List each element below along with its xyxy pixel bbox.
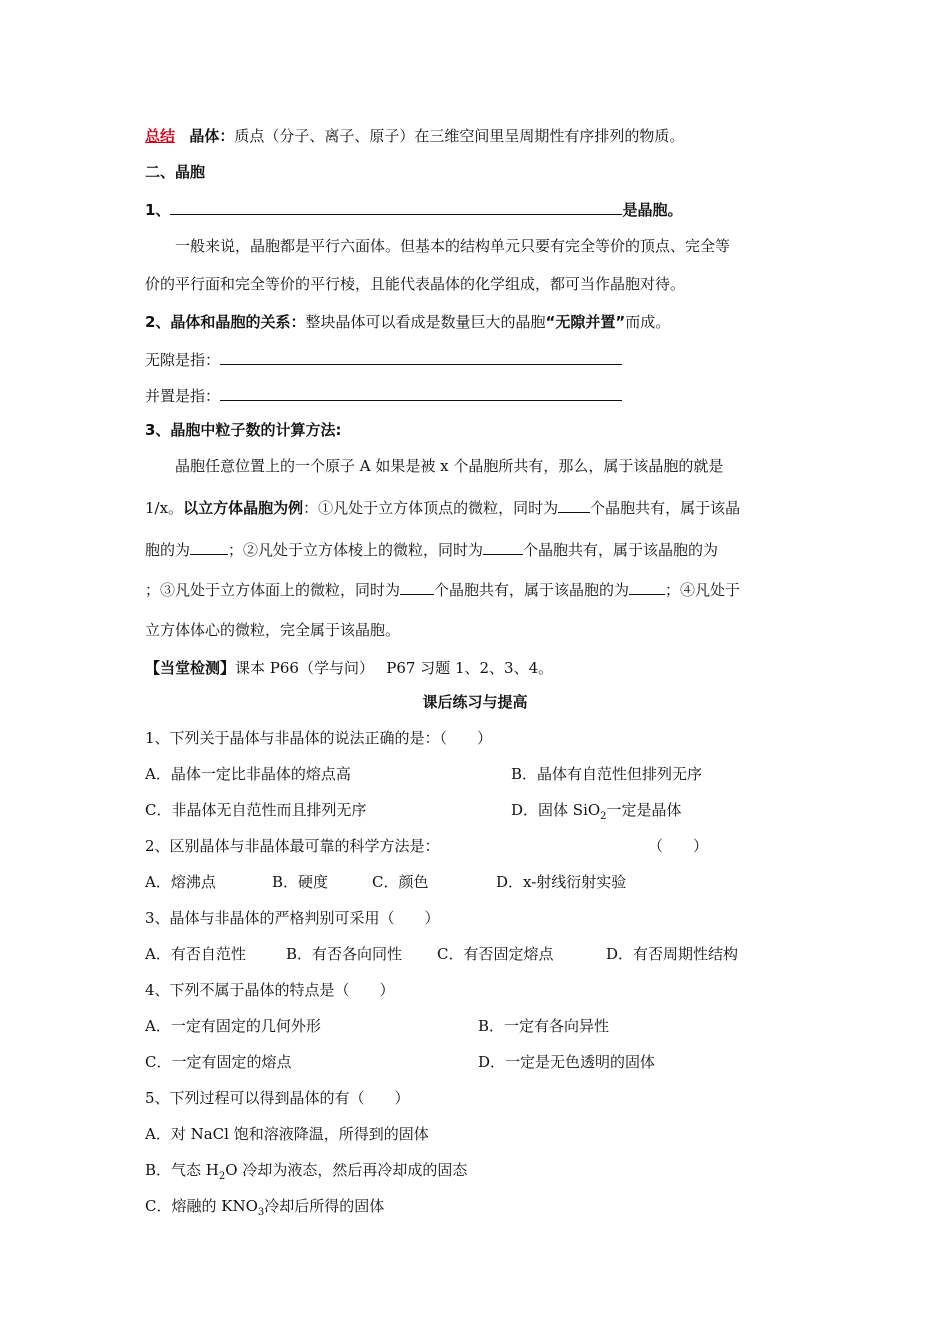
wuxi-line [145, 348, 622, 370]
calc-line-3-a: 胞的为 [145, 541, 191, 559]
check-text: 课本 P66（学与问） P67 习题 1、2、3、4。 [235, 659, 554, 677]
item1-tail: 是晶胞。 [622, 201, 683, 219]
calc-line-2-b: ：①凡处于立方体顶点的微粒，同时为 [303, 499, 559, 517]
blank-edge-count [483, 538, 523, 555]
calc-line-4-b: 个晶胞共有，属于该晶胞的为 [434, 581, 630, 599]
q3-option-b: B．有否各向同性 [286, 945, 403, 963]
calc-line-4 [145, 578, 740, 600]
para-line-1: 一般来说，晶胞都是平行六面体。但基本的结构单元只要有完全等价的顶点、完全等 [175, 237, 731, 255]
calc-line-1: 晶胞任意位置上的一个原子 A 如果是被 x 个晶胞所共有，那么，属于该晶胞的就是 [175, 457, 724, 475]
calc-line-5: 立方体体心的微粒，完全属于该晶胞。 [145, 621, 401, 639]
para-line-2: 价的平行面和完全等价的平行棱，且能代表晶体的化学组成，都可当作晶胞对待。 [145, 275, 686, 293]
q5-option-b-b: O 冷却为液态，然后再冷却成的固态 [225, 1161, 468, 1179]
calc-line-3-c: 个晶胞共有，属于该晶胞的为 [523, 541, 719, 559]
exercises-title: 课后练习与提高 [422, 693, 528, 711]
q5-option-c-a: C．熔融的 KNO [145, 1197, 258, 1215]
item1-blank [170, 198, 622, 215]
q2-stem: 2、区别晶体与非晶体最可靠的科学方法是： [145, 837, 440, 855]
item2-bold: “无隙并置” [545, 313, 626, 331]
q4-option-b: B．一定有各向异性 [478, 1017, 610, 1035]
calc-line-3 [145, 538, 718, 560]
q1-option-d-a: D．固体 SiO [511, 801, 601, 819]
check-label: 【当堂检测】 [145, 659, 236, 677]
q4-option-d: D．一定是无色透明的固体 [478, 1053, 656, 1071]
q1-option-a: A．晶体一定比非晶体的熔点高 [145, 765, 351, 783]
q5-option-b-a: B．气态 H [145, 1161, 219, 1179]
q1-option-b: B．晶体有自范性但排列无序 [511, 765, 703, 783]
bingzhi-label: 并置是指： [145, 387, 221, 405]
check-line [145, 658, 553, 678]
q4-option-c: C．一定有固定的熔点 [145, 1053, 292, 1071]
summary-term: 晶体： [189, 127, 235, 145]
calc-line-2-bold: 以立方体晶胞为例 [183, 499, 304, 517]
q5-option-c-b: 冷却后所得的固体 [264, 1197, 385, 1215]
q5-stem: 5、下列过程可以得到晶体的有（ ） [145, 1089, 410, 1107]
q1-option-d [511, 800, 682, 827]
calc-line-3-b: ；②凡处于立方体棱上的微粒，同时为 [228, 541, 484, 559]
q5-option-c [145, 1196, 384, 1223]
q3-stem: 3、晶体与非晶体的严格判别可采用（ ） [145, 909, 440, 927]
blank-vertex-count [558, 496, 590, 513]
q2-paren: （ ） [648, 837, 709, 855]
item2-line [145, 312, 670, 332]
section-heading: 二、晶胞 [145, 163, 206, 181]
item2-label: 2、晶体和晶胞的关系： [145, 313, 306, 331]
q5-option-a: A．对 NaCl 饱和溶液降温，所得到的固体 [145, 1125, 429, 1143]
q1-stem: 1、下列关于晶体与非晶体的说法正确的是：（ ） [145, 729, 493, 747]
item2-text-b: 而成。 [625, 313, 671, 331]
item3-label: 3、晶胞中粒子数的计算方法: [145, 421, 342, 439]
summary-text: 质点（分子、离子、原子）在三维空间里呈周期性有序排列的物质。 [234, 127, 685, 145]
calc-line-4-a: ；③凡处于立方体面上的微粒，同时为 [145, 581, 401, 599]
q3-option-a: A．有否自范性 [145, 945, 246, 963]
blank-face-share [629, 578, 665, 595]
q5-option-b [145, 1160, 467, 1187]
summary-line [145, 126, 684, 146]
calc-line-2-a: 1/x。 [145, 499, 184, 517]
wuxi-blank [220, 348, 622, 365]
q1-option-d-b: 一定是晶体 [606, 801, 682, 819]
calc-line-4-c: ；④凡处于 [665, 581, 741, 599]
blank-vertex-share [190, 538, 228, 555]
q2-option-c: C．颜色 [372, 873, 429, 891]
q1-option-d-sub: 2 [600, 811, 607, 822]
q1-option-c: C．非晶体无自范性而且排列无序 [145, 801, 367, 819]
q2-option-b: B．硬度 [272, 873, 329, 891]
wuxi-label: 无隙是指： [145, 351, 221, 369]
calc-line-2-c: 个晶胞共有，属于该晶 [590, 499, 741, 517]
q5-option-b-sub: 2 [218, 1171, 226, 1182]
item1-num: 1、 [145, 201, 171, 219]
q3-option-c: C．有否固定熔点 [437, 945, 554, 963]
item2-text-a: 整块晶体可以看成是数量巨大的晶胞 [305, 313, 546, 331]
item1-line [145, 198, 682, 220]
bingzhi-line [145, 384, 622, 406]
q4-stem: 4、下列不属于晶体的特点是（ ） [145, 981, 395, 999]
q3-option-d: D．有否周期性结构 [606, 945, 739, 963]
q2-option-a: A．熔沸点 [145, 873, 216, 891]
bingzhi-blank [220, 384, 622, 401]
blank-face-count [400, 578, 434, 595]
calc-line-2 [145, 496, 740, 518]
summary-tag: 总结 [145, 127, 176, 145]
q4-option-a: A．一定有固定的几何外形 [145, 1017, 321, 1035]
q5-option-c-sub: 3 [257, 1207, 265, 1218]
q2-option-d: D．x-射线衍射实验 [496, 873, 627, 891]
